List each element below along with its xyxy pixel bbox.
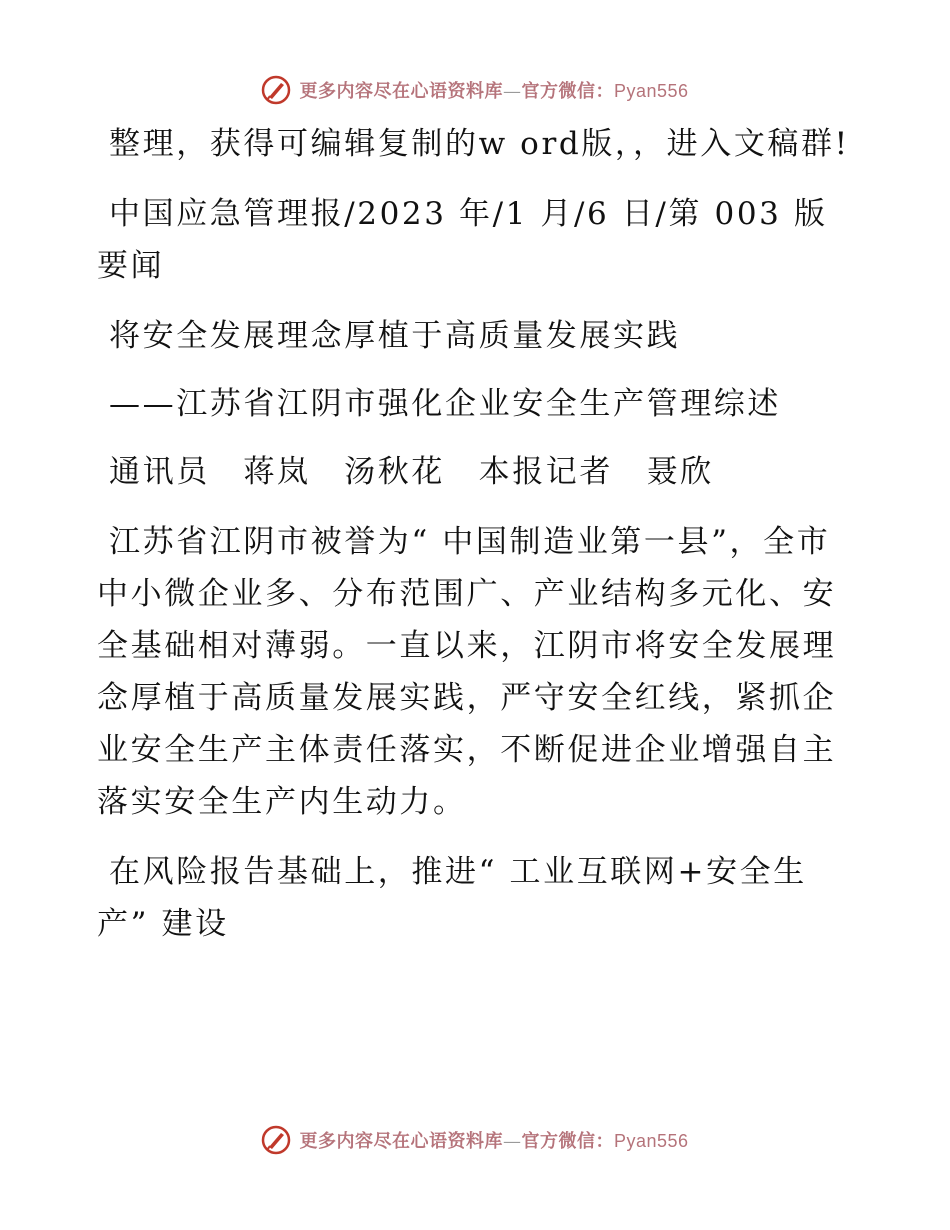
quill-logo-icon [261,75,291,105]
banner-main-text: 更多内容尽在心语资料库 [299,81,503,102]
intro-paragraph: 整理，获得可编辑复制的w ord版，，进入文稿群! [109,126,850,162]
article-subtitle: ——江苏省江阴市强化企业安全生产管理综述 [109,386,781,422]
byline: 通讯员 蒋岚 汤秋花 本报记者 聂欣 [109,454,714,490]
footer-watermark-banner [0,1120,950,1160]
banner-wechat-label: 官方微信： [521,1131,614,1152]
quill-logo-icon [261,1125,291,1155]
section-heading: 在风险报告基础上，推进“ 工业互联网+安全生产” 建设 [97,854,807,942]
article-title: 将安全发展理念厚植于高质量发展实践 [109,318,681,354]
banner-text [299,77,688,103]
banner-text [299,1127,688,1153]
banner-wechat-label: 官方微信： [521,81,614,102]
lead-paragraph: 江苏省江阴市被誉为“ 中国制造业第一县”，全市中小微企业多、分布范围广、产业结构多元化、安全基础相对薄弱。一直以来，江阴市将安全发展理念厚植于高质量发展实践，严守安全红线，紧抓企业安全生产主体责任落实，不断促进企业增强自主落实安全生产内生动力。 [97,524,837,820]
banner-separator: — [502,1131,522,1152]
banner-main-text: 更多内容尽在心语资料库 [299,1131,503,1152]
header-watermark-banner [0,70,950,110]
banner-wechat-id: Pyan556 [613,1131,689,1151]
source-line: 中国应急管理报/2023 年/1 月/6 日/第 003 版要闻 [97,196,828,284]
banner-separator: — [502,81,522,102]
document-body [97,118,857,968]
banner-wechat-id: Pyan556 [613,81,689,101]
